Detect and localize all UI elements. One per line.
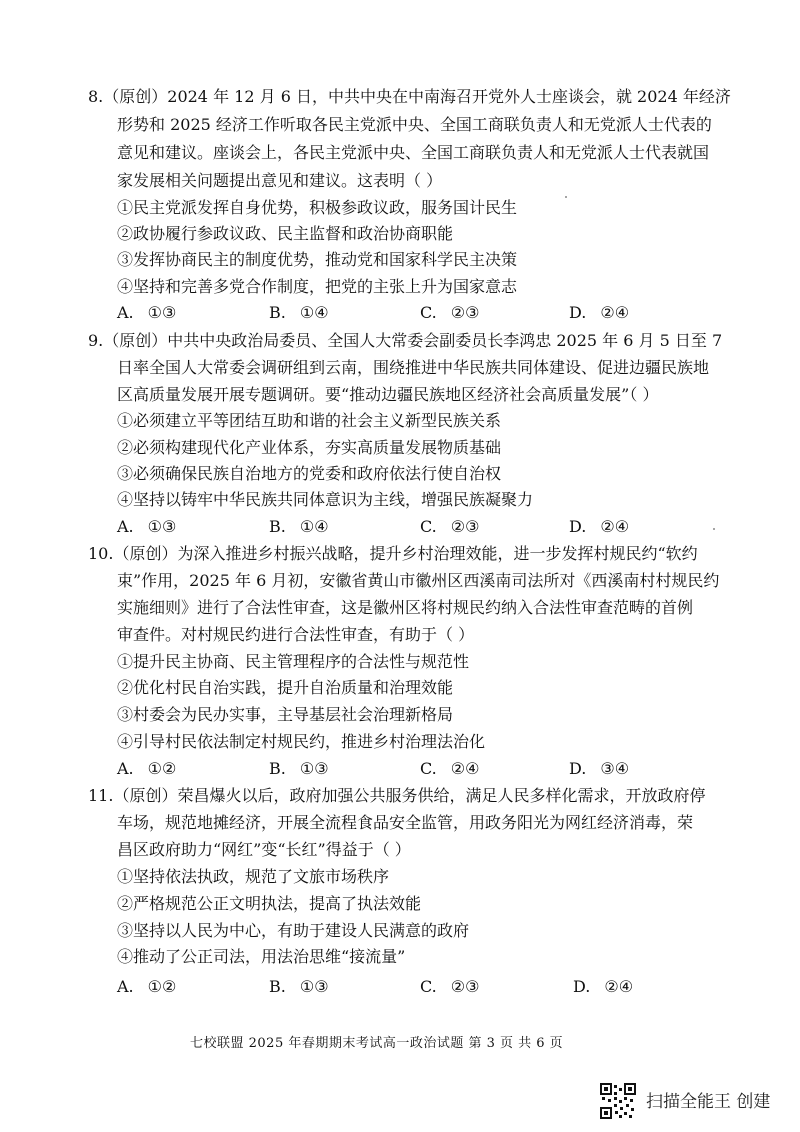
choice-text: ①③ (147, 303, 177, 322)
choice-letter: A. (117, 977, 134, 996)
question-8-stem-line-4: 家发展相关问题提出意见和建议。这表明（ ） (117, 171, 443, 190)
choice-d[interactable] (569, 302, 629, 324)
choice-c[interactable] (420, 758, 479, 780)
choice-letter: A. (117, 303, 134, 322)
choice-letter: C. (420, 303, 437, 322)
choice-letter: C. (420, 759, 437, 778)
choice-text: ①② (147, 759, 177, 778)
question-9-statement-3: ③必须确保民族自治地方的党委和政府依法行使自治权 (117, 464, 502, 483)
choice-text: ②③ (450, 517, 480, 536)
question-10-statement-4: ④引导村民依法制定村规民约，推进乡村治理法治化 (117, 732, 486, 751)
choice-text: ②④ (604, 977, 634, 996)
question-10-statement-2: ②优化村民自治实践，提升自治质量和治理效能 (117, 678, 454, 697)
choice-letter: A. (117, 759, 134, 778)
page-footer: 七校联盟 2025 年春期期末考试高一政治试题 第 3 页 共 6 页 (190, 1036, 564, 1051)
question-11-statement-2: ②严格规范公正文明执法，提高了执法效能 (117, 894, 422, 913)
question-10-statement-3: ③村委会为民办实事，主导基层社会治理新格局 (117, 705, 454, 724)
scanner-watermark-label: 扫描全能王 创建 (646, 1092, 771, 1112)
question-10-stem-line-4: 审查件。对村规民约进行合法性审查，有助于（ ） (117, 625, 475, 644)
question-11-choices (117, 976, 677, 998)
choice-text: ③④ (600, 759, 630, 778)
question-9-stem-line-1: 9.（原创）中共中央政治局委员、全国人大常委会副委员长李鸿忠 2025 年 6 月 5 日至 7 (88, 331, 723, 350)
choice-letter: A. (117, 517, 134, 536)
choice-letter: C. (420, 977, 437, 996)
question-10-stem-line-3: 实施细则》进行了合法性审查，这是徽州区将村规民约纳入合法性审查范畴的首例 (117, 598, 694, 617)
choice-text: ①③ (147, 517, 177, 536)
choice-c[interactable] (420, 302, 479, 324)
qr-code-icon (600, 1083, 636, 1119)
choice-letter: C. (420, 517, 437, 536)
question-9-choices (117, 516, 677, 538)
question-11-stem-line-1: 11.（原创）荣昌爆火以后，政府加强公共服务供给，满足人民多样化需求，开放政府停 (88, 786, 706, 805)
question-8-stem-line-1: 8.（原创）2024 年 12 月 6 日，中共中央在中南海召开党外人士座谈会，就 2024 年经济 (88, 87, 731, 106)
choice-d[interactable] (569, 758, 629, 780)
question-9-statement-1: ①必须建立平等团结互助和谐的社会主义新型民族关系 (117, 411, 502, 430)
scan-speck (713, 528, 715, 530)
choice-text: ①④ (299, 517, 329, 536)
scan-speck (565, 196, 567, 198)
choice-b[interactable] (269, 976, 329, 998)
choice-letter: B. (269, 977, 286, 996)
question-8-stem-line-2: 形势和 2025 经济工作听取各民主党派中央、全国工商联负责人和无党派人士代表的 (117, 115, 712, 134)
question-11-statement-4: ④推动了公正司法，用法治思维“接流量” (117, 947, 406, 966)
choice-a[interactable] (117, 516, 176, 538)
choice-letter: D. (569, 517, 587, 536)
choice-text: ②③ (450, 303, 480, 322)
choice-letter: D. (573, 977, 591, 996)
choice-d[interactable] (573, 976, 633, 998)
choice-letter: B. (269, 517, 286, 536)
choice-letter: B. (269, 759, 286, 778)
choice-b[interactable] (269, 516, 329, 538)
choice-letter: B. (269, 303, 286, 322)
choice-text: ②④ (600, 517, 630, 536)
choice-a[interactable] (117, 758, 176, 780)
question-9-stem-line-2: 日率全国人大常委会调研组到云南，围绕推进中华民族共同体建设、促进边疆民族地 (117, 358, 710, 377)
choice-a[interactable] (117, 976, 176, 998)
choice-text: ②④ (600, 303, 630, 322)
question-9-statement-4: ④坚持以铸牢中华民族共同体意识为主线，增强民族凝聚力 (117, 490, 534, 509)
choice-b[interactable] (269, 302, 329, 324)
question-8-statement-2: ②政协履行参政议政、民主监督和政治协商职能 (117, 224, 454, 243)
choice-text: ①③ (299, 977, 329, 996)
question-11-stem-line-3: 昌区政府助力“网红”变“长红”得益于（ ） (117, 840, 411, 859)
question-8-statement-1: ①民主党派发挥自身优势，积极参政议政，服务国计民生 (117, 198, 518, 217)
choice-letter: D. (569, 759, 587, 778)
choice-text: ②③ (450, 977, 480, 996)
question-9-statement-2: ②必须构建现代化产业体系，夯实高质量发展物质基础 (117, 438, 502, 457)
question-8-choices (117, 302, 677, 324)
choice-d[interactable] (569, 516, 629, 538)
question-11-statement-3: ③坚持以人民为中心，有助于建设人民满意的政府 (117, 921, 470, 940)
question-11-stem-line-2: 车场，规范地摊经济，开展全流程食品安全监管，用政务阳光为网红经济消毒，荣 (117, 813, 694, 832)
question-8-statement-3: ③发挥协商民主的制度优势，推动党和国家科学民主决策 (117, 250, 518, 269)
choice-letter: D. (569, 303, 587, 322)
choice-text: ①③ (299, 759, 329, 778)
choice-text: ①② (147, 977, 177, 996)
question-10-stem-line-1: 10.（原创）为深入推进乡村振兴战略，提升乡村治理效能，进一步发挥村规民约“软约 (88, 544, 698, 563)
choice-b[interactable] (269, 758, 329, 780)
question-11-statement-1: ①坚持依法执政，规范了文旅市场秩序 (117, 867, 390, 886)
choice-text: ②④ (450, 759, 480, 778)
choice-c[interactable] (420, 976, 479, 998)
choice-a[interactable] (117, 302, 176, 324)
question-10-choices (117, 758, 677, 780)
choice-c[interactable] (420, 516, 479, 538)
question-10-statement-1: ①提升民主协商、民主管理程序的合法性与规范性 (117, 652, 470, 671)
question-10-stem-line-2: 束”作用，2025 年 6 月初，安徽省黄山市徽州区西溪南司法所对《西溪南村村规民约 (117, 571, 720, 590)
choice-text: ①④ (299, 303, 329, 322)
question-9-stem-line-3: 区高质量发展开展专题调研。要“推动边疆民族地区经济社会高质量发展”（ ） (117, 385, 659, 404)
question-8-statement-4: ④坚持和完善多党合作制度，把党的主张上升为国家意志 (117, 277, 518, 296)
question-8-stem-line-3: 意见和建议。座谈会上，各民主党派中央、全国工商联负责人和无党派人士代表就国 (117, 143, 710, 162)
